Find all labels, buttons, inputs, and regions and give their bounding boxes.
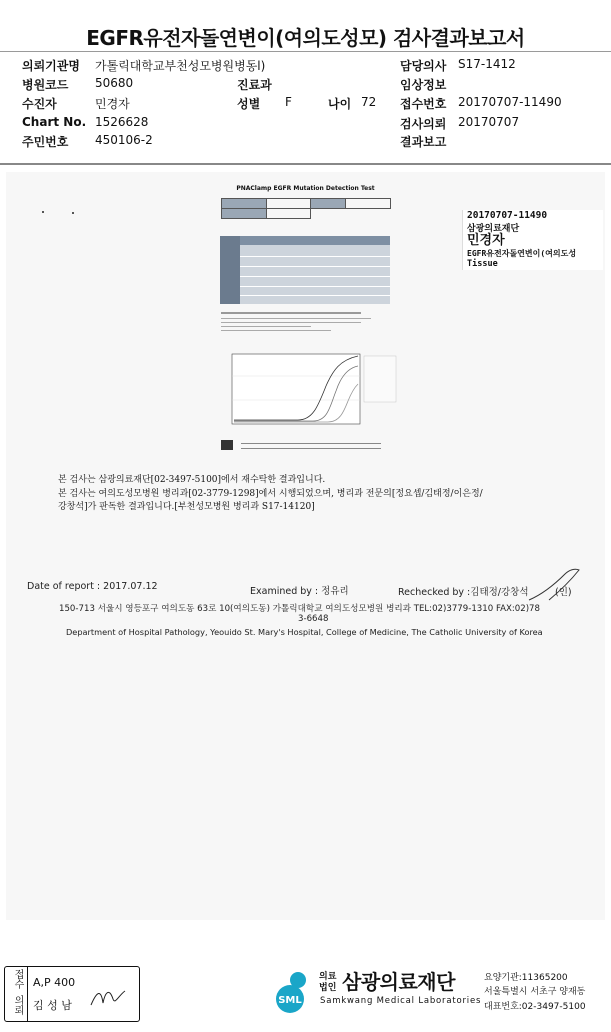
request-value: 20170707 — [458, 115, 520, 129]
inner-footer-text — [241, 448, 381, 449]
receipt-box-label-top: 접수 — [12, 969, 23, 989]
signature-icon — [525, 566, 585, 606]
foundation-address: 서울특별시 서초구 양재동 — [484, 987, 586, 997]
date-of-report: Date of report : 2017.07.12 — [27, 581, 158, 592]
sex-value: F — [285, 95, 292, 109]
institution-label: 의뢰기관명 — [22, 59, 80, 73]
foundation-english: Samkwang Medical Laboratories — [320, 996, 482, 1006]
receipt-box-name: 김 성 남 — [33, 999, 72, 1012]
request-label: 검사의뢰 — [400, 117, 447, 131]
patient-label: 수진자 — [22, 97, 57, 111]
hospital-code-label: 병원코드 — [22, 78, 69, 92]
scan-mark — [42, 211, 44, 213]
address-line-2: 3-6648 — [298, 614, 329, 624]
criteria-text — [221, 326, 311, 327]
corp-type-bottom: 법인 — [319, 983, 337, 993]
id-value: 450106-2 — [95, 133, 153, 147]
report-title: PNAClamp EGFR Mutation Detection Test — [236, 185, 375, 192]
receipt-box — [4, 966, 140, 1022]
seal-mark: (인) — [555, 587, 572, 598]
hospital-logo — [221, 440, 233, 450]
clinical-info-label: 임상정보 — [400, 78, 447, 92]
address-line-1: 150-713 서울시 영등포구 여의도동 63로 10(여의도동) 가톨릭대학교 여의도성모병원 병리과 TEL:02)3779-1310 FAX:02)78 — [59, 604, 540, 614]
foundation-name: 삼광의료재단 — [342, 970, 455, 994]
statement-line-2: 본 검사는 여의도성모병원 병리과[02-3779-1298]에서 시행되었으며, 병리과 전문의[정요셉/김태정/이은정/ — [58, 489, 483, 499]
receipt-box-label-bottom: 의뢰 — [12, 995, 23, 1015]
age-value: 72 — [361, 95, 377, 109]
stamp-specimen: Tissue — [467, 259, 498, 269]
chart-value: 1526628 — [95, 115, 149, 129]
criteria-text — [221, 312, 361, 314]
criteria-text — [221, 318, 371, 319]
patient-value: 민경자 — [95, 97, 130, 111]
specimen-label — [462, 210, 603, 270]
report-label: 결과보고 — [400, 135, 447, 149]
hospital-code-value: 50680 — [95, 76, 134, 90]
institution-code: 요양기관:11365200 — [484, 973, 568, 983]
inner-footer-text — [241, 443, 381, 444]
stamp-receipt-no: 20170707-11490 — [467, 210, 548, 221]
corp-type — [319, 972, 336, 994]
sml-logo-icon — [268, 968, 318, 1014]
foundation-phone: 대표번호:02-3497-5100 — [484, 1002, 586, 1012]
divider — [0, 51, 611, 52]
stamp-patient: 민경자 — [467, 233, 505, 248]
doctor-label: 담당의사 — [400, 59, 447, 73]
receipt-no-value: 20170707-11490 — [458, 95, 562, 109]
amplification-graph — [218, 346, 400, 436]
corp-type-top: 의료 — [319, 972, 337, 982]
stamp-test-name: EGFR유전자돌연변이(여의도성 — [467, 249, 577, 258]
criteria-text — [221, 322, 361, 323]
divider — [0, 163, 611, 165]
chart-label: Chart No. — [22, 115, 87, 129]
institution-value: 가톨릭대학교부천성모병원병동l) — [95, 59, 266, 73]
page-title: EGFR유전자돌연변이(여의도성모) 검사결과보고서 — [86, 26, 525, 50]
result-table — [220, 236, 390, 304]
rechecked-by: Rechecked by :김태정/강창석 — [398, 587, 529, 598]
examined-by: Examined by : 정유리 — [250, 586, 349, 597]
criteria-text — [221, 330, 331, 331]
stamp-foundation: 삼광의료재단 — [467, 224, 520, 234]
sml-logo-text: SML — [278, 995, 302, 1006]
age-label: 나이 — [328, 97, 352, 111]
receipt-box-code: A,P 400 — [33, 976, 76, 989]
scan-mark — [72, 212, 74, 214]
receipt-no-label: 접수번호 — [400, 97, 447, 111]
signature-icon — [89, 985, 129, 1011]
receipt-box-label — [5, 967, 28, 1021]
id-label: 주민번호 — [22, 135, 69, 149]
doctor-value: S17-1412 — [458, 57, 516, 71]
sex-label: 성별 — [237, 97, 261, 111]
sample-info-table — [221, 198, 391, 218]
statement-line-3: 강창석]가 판독한 결과입니다.[부천성모병원 병리과 S17-14120] — [58, 502, 315, 512]
department-label: 진료과 — [237, 78, 272, 92]
address-english: Department of Hospital Pathology, Yeouido St. Mary's Hospital, College of Medicine, The Catholic University of Korea — [66, 627, 543, 637]
statement-line-1: 본 검사는 삼광의료재단[02-3497-5100]에서 재수탁한 결과입니다. — [58, 475, 326, 485]
